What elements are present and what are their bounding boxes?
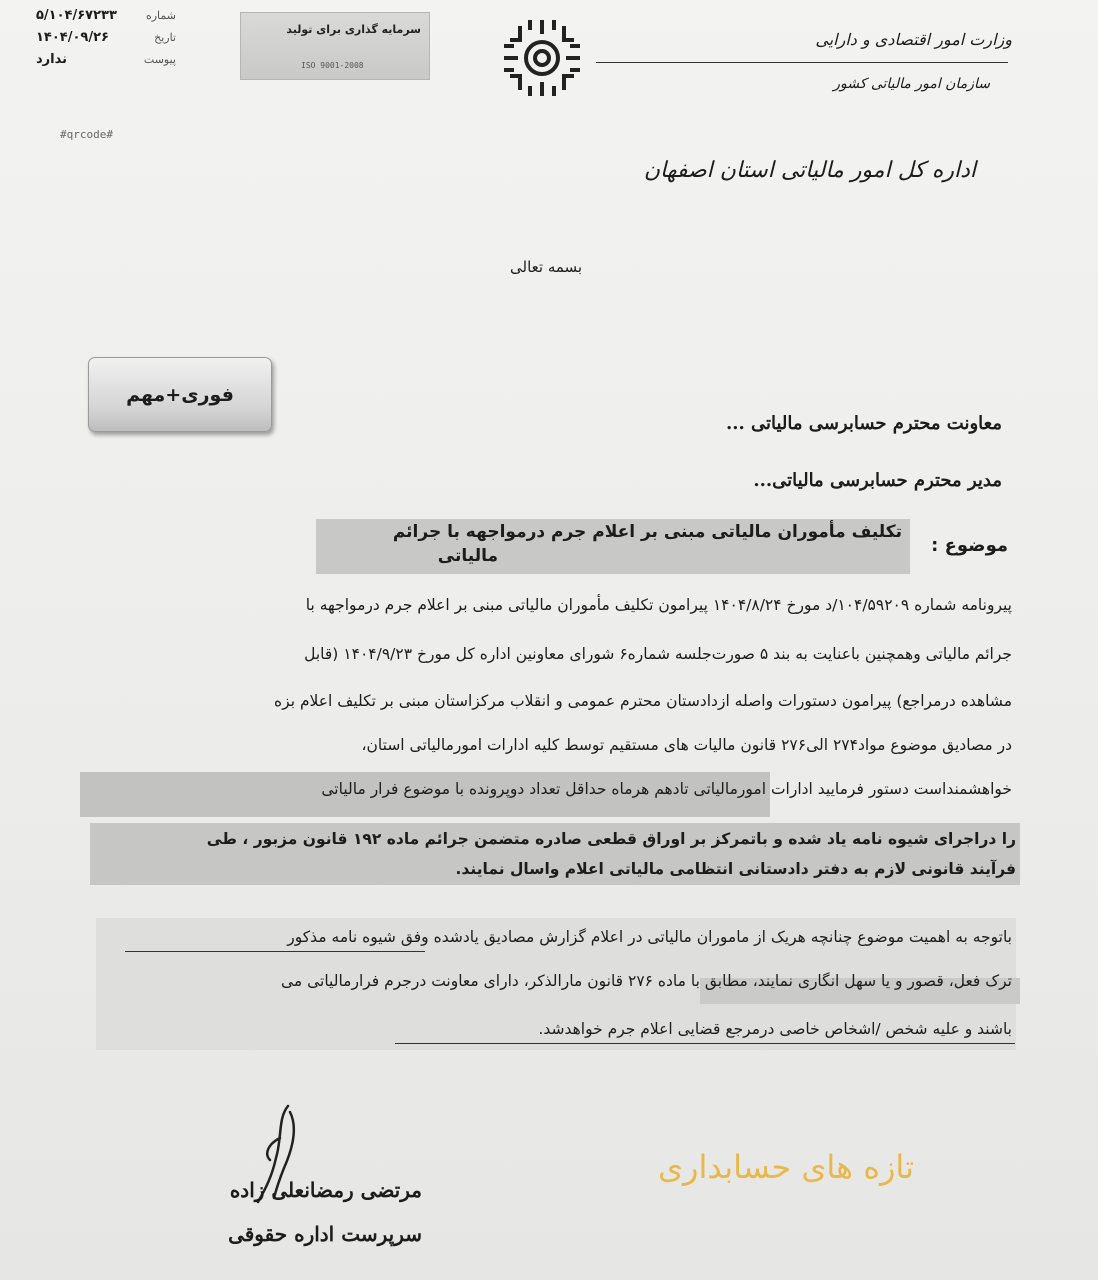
qrcode-placeholder: #qrcode# (60, 128, 113, 141)
signer-title: سرپرست اداره حقوقی (228, 1222, 422, 1246)
attachment-label: پیوست (143, 52, 176, 66)
organization-name: سازمان امور مالیاتی کشور (833, 76, 990, 92)
tax-organization-emblem-icon (500, 16, 584, 100)
underline (125, 951, 425, 952)
date-value: ۱۴۰۴/۰۹/۲۶ (36, 29, 109, 45)
paragraph2-line: ترک فعل، قصور و یا سهل انگاری نمایند، مطابق با ماده ۲۷۶ قانون مارالذکر، دارای معاونت درجرم فرارمالیاتی می (280, 972, 1012, 990)
banner-title: سرمایه گذاری برای تولید (286, 23, 421, 36)
letter-meta (36, 4, 176, 70)
date-label: تاریخ (154, 30, 176, 44)
paragraph2-line: باتوجه به اهمیت موضوع چنانچه هریک از ماموران مالیاتی در اعلام گزارش مصادیق یادشده وفق شیوه نامه مذکور (287, 928, 1012, 946)
header-rule (596, 62, 1008, 63)
body-bold-line: را دراجرای شیوه نامه یاد شده و باتمرکز بر اوراق قطعی صادره متضمن جرائم ماده ۱۹۲ قانون مزبور ، طی (206, 830, 1016, 848)
number-value: ۵/۱۰۴/۶۷۲۳۳ (36, 7, 117, 23)
investment-banner (240, 12, 430, 80)
underline (395, 1043, 1015, 1044)
date-row (36, 26, 176, 48)
number-label: شماره (145, 8, 176, 22)
attachment-value: ندارد (36, 51, 68, 67)
addressee-deputy: معاونت محترم حسابرسی مالیاتی ... (725, 413, 1002, 434)
ministry-name: وزارت امور اقتصادی و دارایی (815, 30, 1012, 49)
subject-line-2: مالیاتی (437, 546, 498, 566)
banner-iso: ISO 9001-2008 (301, 61, 364, 70)
subject-line-1: تکلیف مأموران مالیاتی مبنی بر اعلام جرم درمواجهه با جرائم (392, 522, 902, 542)
directorate-name: اداره کل امور مالیاتی استان اصفهان (643, 158, 976, 183)
paragraph2-line: باشند و علیه شخص /اشخاص خاصی درمرجع قضایی اعلام جرم خواهدشد. (538, 1020, 1012, 1038)
urgent-badge: فوری+مهم (88, 357, 272, 432)
bismillah: بسمه تعالی (510, 258, 583, 276)
body-line: در مصادیق موضوع مواد۲۷۴ الی۲۷۶ قانون مالیات های مستقیم توسط کلیه ادارات امورمالیاتی استان، (361, 736, 1012, 754)
body-line: خواهشمنداست دستور فرمایید ادارات امورمالیاتی تادهم هرماه حداقل تعداد دوپرونده با موضوع فرار مالیاتی (321, 780, 1012, 798)
body-line: جرائم مالیاتی وهمچنین باعنایت به بند ۵ صورت‌جلسه شماره۶ شورای معاونین اداره کل مورخ ۱۴۰۴/۹/۲۳ (قابل (304, 645, 1012, 663)
attachment-row (36, 48, 176, 70)
body-line: مشاهده درمراجع) پیرامون دستورات واصله ازدادستان محترم عمومی و انقلاب مرکزاستان مبنی بر تکلیف اعلام بزه (274, 692, 1012, 710)
body-bold-line: فرآیند قانونی لازم به دفتر دادستانی انتظامی مالیاتی اعلام واسال نمایند. (455, 860, 1016, 878)
subject-label: موضوع : (931, 535, 1008, 556)
signer-name: مرتضی رمضانعلی زاده (229, 1178, 422, 1202)
number-row (36, 4, 176, 26)
channel-watermark: تازه های حسابداری (658, 1148, 915, 1186)
addressee-director: مدیر محترم حسابرسی مالیاتی... (753, 470, 1002, 491)
body-line: پیرونامه شماره ۱۰۴/۵۹۲۰۹/د مورخ ۱۴۰۴/۸/۲۴ پیرامون تکلیف مأموران مالیاتی مبنی بر اعلام جرم درمواجهه با (305, 596, 1012, 614)
